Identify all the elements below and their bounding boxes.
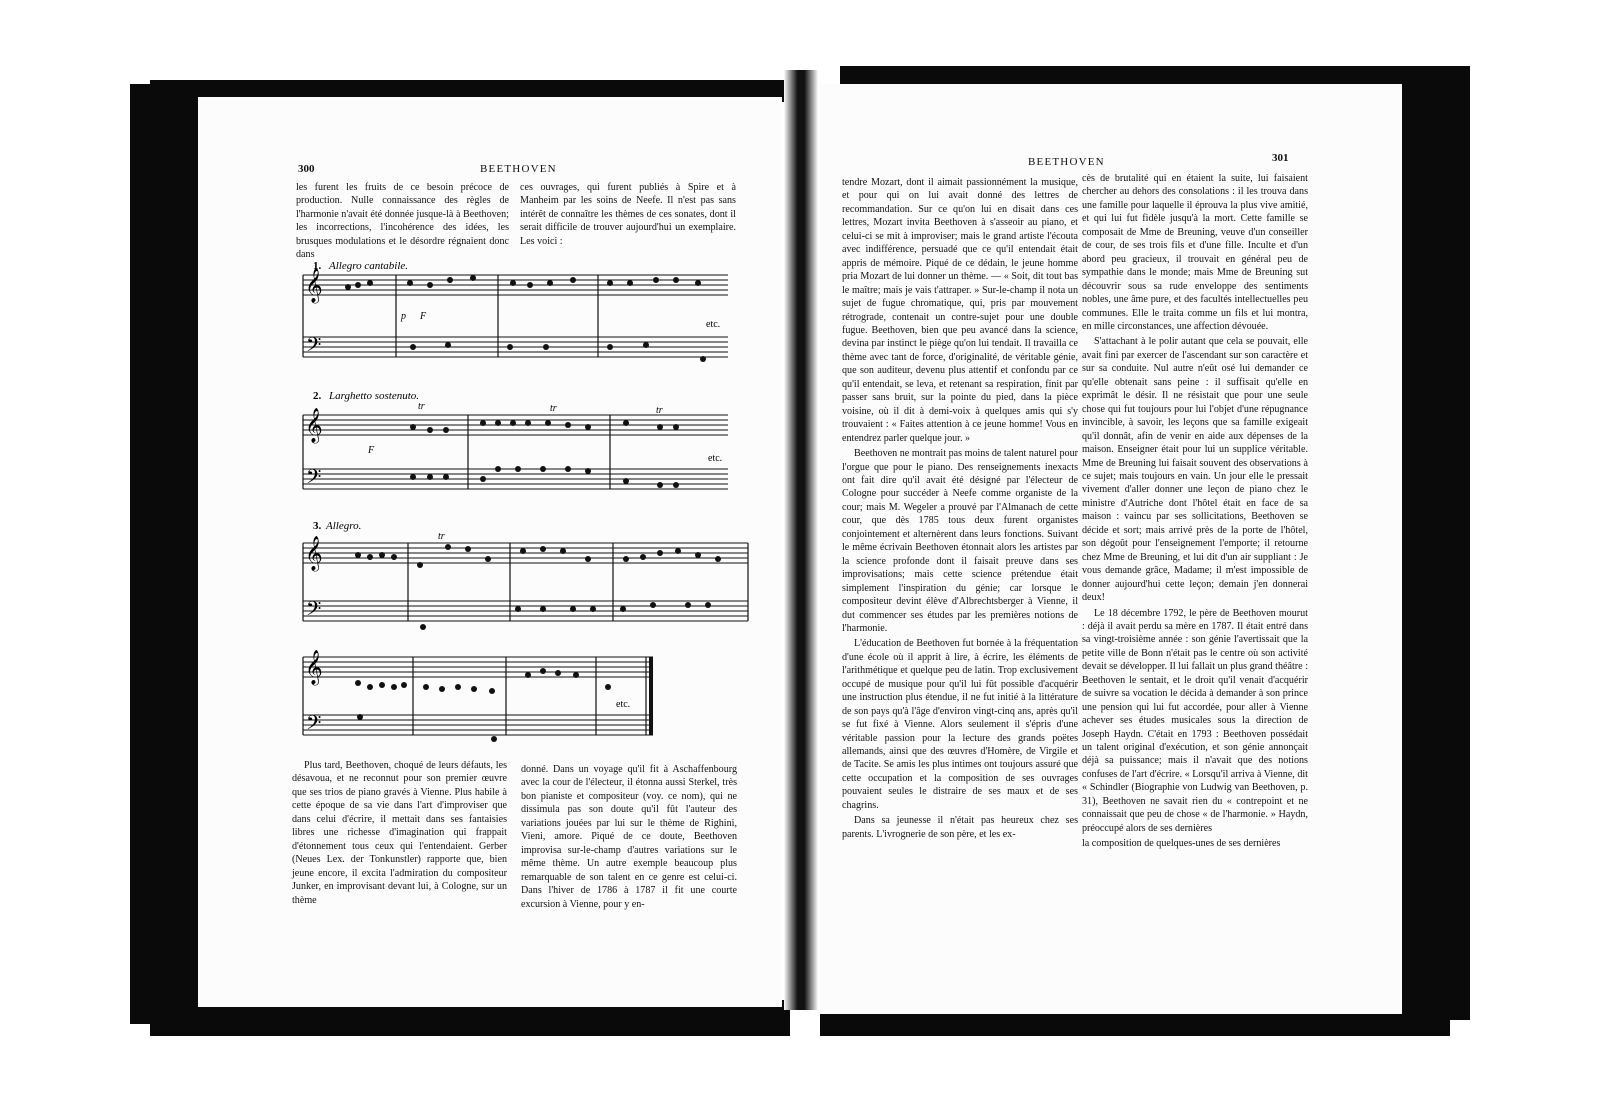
- example-1-number: 1.: [313, 260, 322, 272]
- example-2-staff-treble: [303, 415, 728, 435]
- example-2-etc: etc.: [708, 453, 723, 464]
- example-3-staff-bass: [303, 601, 748, 621]
- left-bottom-paragraph-2: donné. Dans un voyage qu'il fit à Aschaffenbourg avec la cour de l'électeur, il étonna aussi Sterkel, très bon pianiste et compositeur (voy. ce nom), qui ne dissimula pas son doute qu'il fût l'auteur des variations jouées par lui sur le thème de Righini, Vieni, amore. Piqué de ce doute, Beethoven improvisa sur-le-champ d'autres variations sur le même thème. Un autre exemple beaucoup plus remarquable de son talent en ce genre est celui-ci. Dans l'hiver de 1786 à 1787 il fit une courte excursion à Vienne, pour y en-: [521, 764, 737, 910]
- left-page-number: 300: [298, 163, 315, 175]
- left-bottom-col-2: [521, 763, 737, 911]
- left-bottom-paragraph-1: Plus tard, Beethoven, choqué de leurs défauts, les désavoua, et ne reconnut pour son premier œuvre que ses trios de piano gravés à Vienne. Plus habile à cette époque de sa vie dans l'art d'improviser que dans celui d'écrire, il mettait dans ses fantaisies libres une richesse d'imagination qui frappait d'étonnement tous ceux qui l'entendaient. Gerber (Neues Lex. der Tonkunstler) rapporte que, bien jeune encore, il excita l'admiration du compositeur Junker, en improvisant devant lui, à Cologne, sur un thème: [292, 760, 507, 906]
- example-1-dynamic-p: p: [401, 311, 406, 322]
- example-3b-notes: [355, 668, 611, 742]
- final-double-barline: [649, 657, 653, 735]
- example-2-number: 2.: [313, 390, 322, 402]
- example-2-treble-clef: 𝄞: [305, 409, 323, 442]
- example-2-tempo: Larghetto sostenuto.: [329, 390, 420, 402]
- right-col2-paragraph-2: S'attachant à le polir autant que cela se pouvait, elle avait fini par exercer de l'ascendant sur son caractère et sur sa conduite. Nul autre n'eût osé lui demander ce qu'elle obtenait sans peine : il suffisait qu'elle en exprimât le désir. Il ne résistait que pour une seule chose qui fut toujours pour lui l'objet d'une répugnance invincible, à savoir, les leçons que sa famille exigeait qu'il donnât, afin de venir en aide aux dépenses de la maison. Enseigner était pour lui un supplice véritable. Mme de Breuning lui faisait souvent des observations à ce sujet; mais toujours en vain. Un jour elle le pressait vivement d'aller donner une leçon de piano chez le ministre d'Autriche dont l'hôtel était en face de sa maison : vaincu par ses sollicitations, Beethoven se décide et sort; mais arrivé près de la porte de l'hôtel, son dégoût pour l'enseignement l'emporte; il retourne chez Mme de Breuning, et lui dit d'un air suppliant : Je vous demande grâce, Madame; il m'est impossible de donner aujourd'hui cette leçon; demain j'en donnerai deux!: [1082, 336, 1308, 604]
- example-3-trill: tr: [438, 531, 445, 542]
- music-example-1: [303, 260, 728, 362]
- right-page-number: 301: [1272, 152, 1289, 164]
- example-1-notes: [345, 275, 706, 362]
- example-1-staff-bass: [303, 337, 728, 357]
- example-3-number: 3.: [313, 520, 322, 532]
- right-col-2: [1082, 172, 1308, 851]
- example-3b-etc: etc.: [616, 699, 631, 710]
- book-edge-right: [1390, 66, 1470, 1020]
- left-page: [198, 97, 782, 1007]
- right-col1-paragraph-2: Beethoven ne montrait pas moins de talent naturel pour l'orgue que pour le piano. Des renseignements inexacts ont fait dire qu'il avait été désigné par l'électeur de Cologne pour succéder à Neefe comme organiste de la cour; mais M. Wegeler a prouvé par l'Almanach de cette cour, que dès 1785 tous deux furent organistes conjointement et alternèrent dans leurs fonctions. Suivant le même écrivain Beethoven étonnait alors les artistes par la science profonde dont il faisait preuve dans ses improvisations; mais cette science prétendue était simplement l'inspiration du génie; car lorsque le compositeur devint élève d'Albrechtsberger à Vienne, il dut commencer ses études par les premières notions de l'harmonie.: [842, 448, 1078, 634]
- example-3b-staff-bass: [303, 715, 653, 735]
- example-1-dynamic-f: F: [420, 311, 427, 322]
- example-3b-bass-clef: 𝄢: [306, 713, 322, 739]
- example-2-trill-3: tr: [656, 405, 663, 416]
- example-3-tempo: Allegro.: [326, 520, 362, 532]
- right-col1-paragraph-1: tendre Mozart, dont il aimait passionnément la musique, et pour qui on lui avait donné des lettres de recommandation. Sur ce qu'on lui en disait dans ces lettres, Mozart invita Beethoven à s'asseoir au piano, et celui-ci se mit à improviser; mais le grand artiste l'écouta avec indifférence, persuadé que ce qu'il entendait était appris de mémoire. Piqué de ce dédain, le jeune homme pria Mozart de lui donner un thème. — « Soit, dit tout bas le maître; mais je vais t'attraper. » Sur-le-champ il nota un sujet de fugue chromatique, qui, pris par mouvement rétrograde, contenait un contre-sujet pour une double fugue. Beethoven, bien que peu avancé dans la science, devina par instinct le piège qu'on lui tendait. Il travailla ce thème avec tant de force, d'originalité, de véritable génie, que son auditeur, devenu plus attentif et confondu par ce qu'il entendait, se leva, et retenant sa respiration, finit par passer sans bruit, sur la pointe du pied, dans la pièce voisine, où il dit à demi-voix à quelques amis qui s'y trouvaient : « Faites attention à ce jeune homme! Vous en entendrez parler quelque jour. »: [842, 177, 1078, 444]
- example-1-tempo: Allegro cantabile.: [329, 260, 409, 272]
- left-top-paragraph-2: ces ouvrages, qui furent publiés à Spire et à Manheim par les soins de Neefe. Il n'est pas sans intérêt de connaître les thèmes de ces sonates, dont il serait difficile de trouver aujourd'hui un exemplaire. Les voici :: [520, 182, 736, 247]
- right-col2-paragraph-3: Le 18 décembre 1792, le père de Beethoven mourut : déjà il avait perdu sa mère en 1787. Il était entré dans sa vingt-troisième année : son génie l'avertissait que la petite ville de Bonn n'était pas le centre où son activité devait se développer. Il lui fallait un plus grand théâtre : Beethoven le sentait, et le droit qu'il venait d'acquérir de suivre sa vocation le décida à demander à son prince une pension qui lui fut accordée, pour aller à Vienne achever ses études musicales sous la direction de Joseph Haydn. C'était en 1793 : Beethoven possédait un talent original d'exécution, et son génie annonçait déjà sa puissance; mais il n'avait que des notions confuses de l'art d'écrire. « Lorsqu'il arriva à Vienne, dit « Schindler (Biographie von Ludwig van Beethoven, p. 31), Beethoven ne savait rien du « contrepoint et ne connaissait que peu de chose « de l'harmonie. » Haydn, préoccupé alors de ses dernières: [1082, 607, 1308, 834]
- book-gutter: [784, 70, 818, 1010]
- example-3-notes: [355, 544, 721, 630]
- right-col2-paragraph-4: la composition de quelques-unes de ses dernières: [1082, 838, 1281, 850]
- example-3b-barlines: [303, 657, 646, 735]
- example-2-bass-clef: 𝄢: [306, 467, 322, 493]
- example-3-staff-treble: [303, 543, 748, 563]
- example-2-dynamic-f: F: [368, 445, 375, 456]
- example-2-trill-2: tr: [550, 403, 557, 414]
- example-1-etc: etc.: [706, 319, 721, 330]
- music-example-3: [303, 520, 748, 630]
- right-col-1: [842, 176, 1078, 841]
- right-col1-paragraph-4: Dans sa jeunesse il n'était pas heureux chez ses parents. L'ivrognerie de son père, et les ex-: [842, 815, 1078, 840]
- example-3-bass-clef: 𝄢: [306, 599, 322, 625]
- example-1-treble-clef: 𝄞: [305, 269, 323, 302]
- right-col1-paragraph-3: L'éducation de Beethoven fut bornée à la fréquentation d'une école où il apprit à lire, à écrire, les éléments de l'arithmétique et quelque peu de latin. Trop exclusivement occupé de musique pour qu'il lui fût possible d'acquérir une instruction plus étendue, il ne fut initié à la littérature de son pays qu'à l'âge d'environ vingt-cinq ans, après qu'il se fut fixé à Vienne. Alors seulement il s'épris d'une véritable passion pour la lecture des grands poëtes allemands, ainsi que des œuvres d'Homère, de Virgile et de Tacite. Se amis les plus intimes ont toujours assuré que cette occupation et la composition de ses ouvrages pouvaient seules le distraire de ses maux et de ses chagrins.: [842, 638, 1078, 811]
- right-col2-paragraph-1: cès de brutalité qui en étaient la suite, lui faisaient chercher au dehors des consolations : il les trouva dans une famille pour laquelle il éprouva la plus vive amitié, et qui lui fut fidèle jusqu'à la mort. Cette famille se composait de Mme de Breuning, veuve d'un conseiller de cour, de ses trois fils et d'une fille. Inculte et d'un abord peu gracieux, il trouvait en général peu de sympathie dans le monde; mais Mme de Breuning sut découvrir sous sa rude enveloppe des sentiments nobles, une âme pure, et des facultés intellectuelles peu communes. Elle le traita comme un fils et lui montra, en mille circonstances, une affection dévouée.: [1082, 173, 1308, 332]
- example-3-treble-clef: 𝄞: [305, 537, 323, 570]
- left-running-head: BEETHOVEN: [480, 163, 557, 175]
- example-1-bass-clef: 𝄢: [306, 335, 322, 361]
- example-2-trill-1: tr: [418, 401, 425, 412]
- music-example-2: [303, 390, 728, 493]
- example-1-staff-treble: [303, 275, 728, 295]
- example-2-barlines: [303, 415, 610, 489]
- example-3b-treble-clef: 𝄞: [305, 651, 323, 684]
- example-2-staff-bass: [303, 469, 728, 489]
- example-3b-staff-treble: [303, 657, 653, 677]
- music-example-3-continued: [303, 650, 653, 742]
- music-excerpts: [198, 97, 782, 757]
- right-running-head: BEETHOVEN: [1028, 156, 1105, 168]
- left-top-paragraph-1: les furent les fruits de ce besoin précoce de production. Nulle connaissance des règles de l'harmonie n'avait été donnée jusque-là à Beethoven; les incorrections, l'incohérence des idées, les brusques modulations et le désordre régnaient donc dans: [296, 182, 509, 261]
- left-bottom-col-1: [292, 759, 507, 907]
- right-page: [820, 84, 1402, 1014]
